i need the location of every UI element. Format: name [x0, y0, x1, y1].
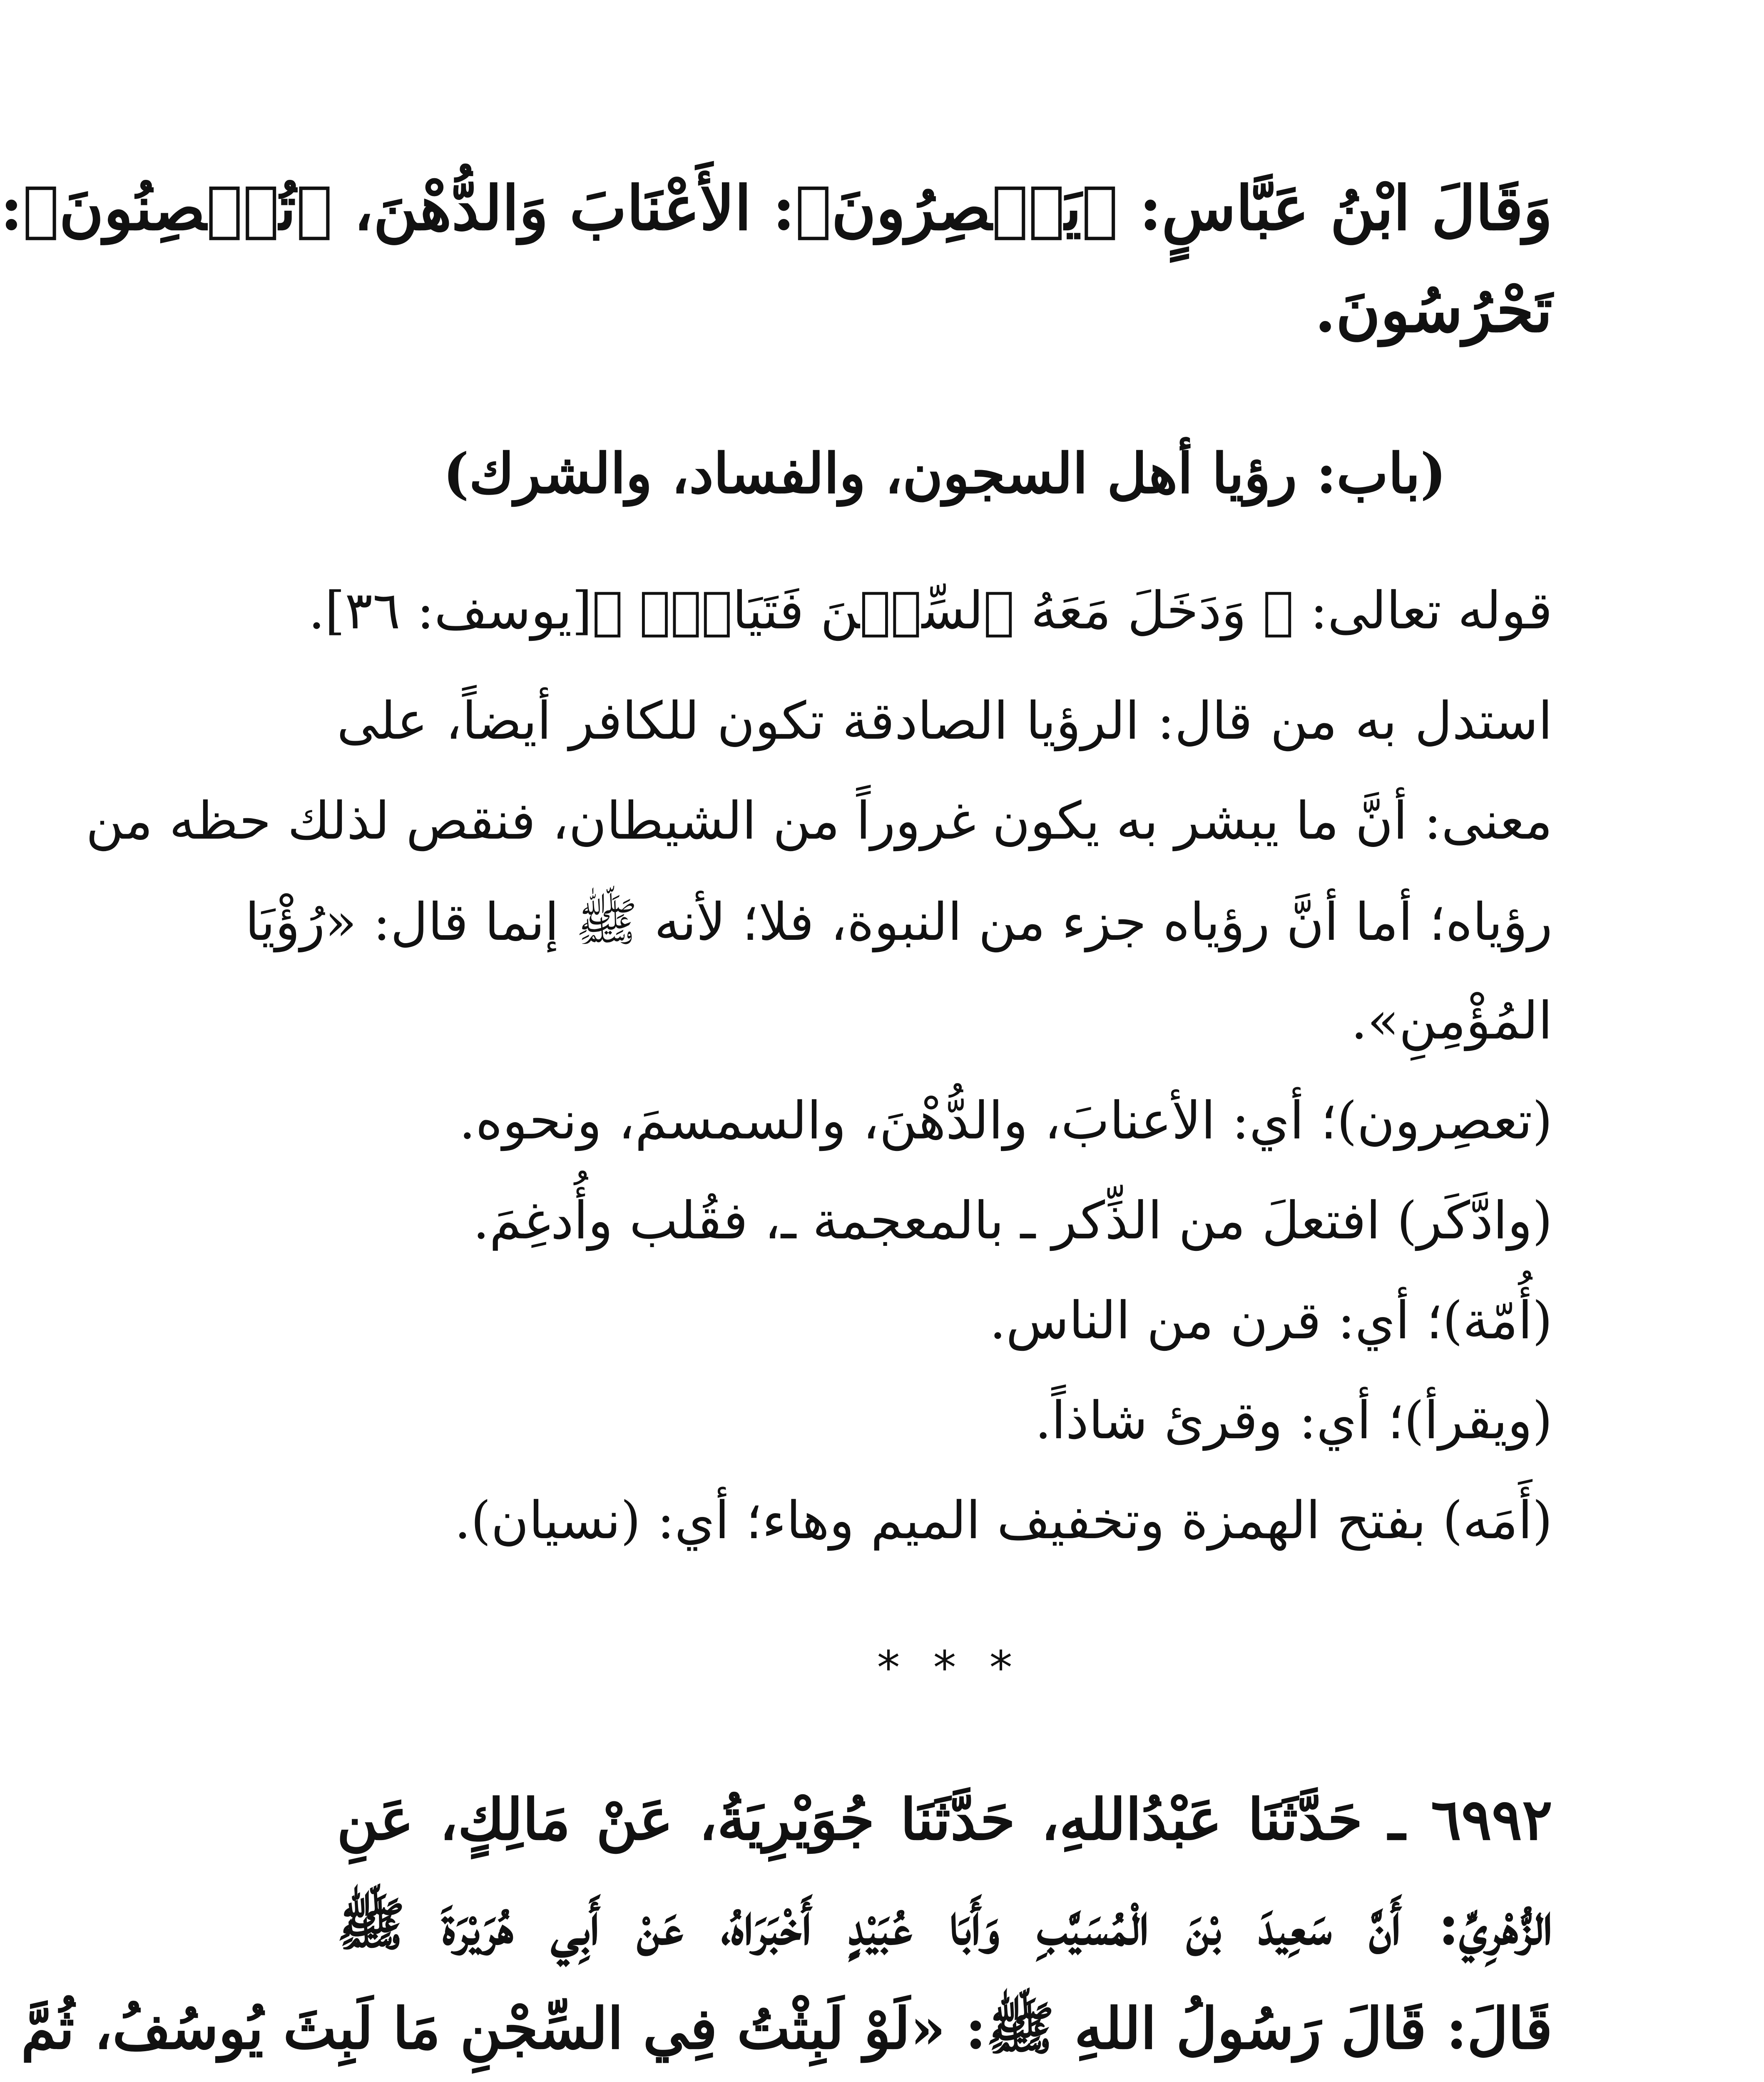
- commentary-paragraph-line: معنى: أنَّ ما يبشر به يكون غروراً من الشيطان، فنقص لذلك حظه من: [86, 791, 1553, 851]
- hadith-line: ٦٩٩٢ ـ حَدَّثَنَا عَبْدُاللهِ، حَدَّثَنَا جُوَيْرِيَةُ، عَنْ مَالِكٍ، عَنِ: [337, 1786, 1553, 1853]
- gloss-line: (أَمَه) بفتح الهمزة وتخفيف الميم وهاء؛ أي: (نسيان).: [454, 1491, 1553, 1551]
- gloss-line: (وادَّكَر) افتعلَ من الذِّكر ـ بالمعجمة ـ، فقُلب وأُدغِمَ.: [473, 1191, 1553, 1251]
- separator-star: *: [877, 1641, 900, 1694]
- commentary-paragraph-line: استدل به من قال: الرؤيا الصادقة تكون للكافر أيضاً، على: [337, 691, 1553, 751]
- gloss-line: (ويقرأ)؛ أي: وقرئ شاذاً.: [1035, 1391, 1553, 1451]
- hadith-line: الزُّهْرِيِّ: أَنَّ سَعِيدَ بْنَ الْمُسَيَّبِ وَأَبَا عُبَيْدٍ أَخْبَرَاهُ، عَنْ أَبِي هُرَيْرَةَ ﷺ: [337, 1891, 1553, 1958]
- commentary-verse-line: قوله تعالى: ﴿ وَدَخَلَ مَعَهُ ٱلسِّجۡنَ فَتَيَانِۖ ﴾[يوسف: ٣٦].: [308, 581, 1553, 641]
- commentary-paragraph-line: المُؤْمِنِ».: [1351, 991, 1553, 1051]
- hadith-line: قَالَ: قَالَ رَسُولُ اللهِ ﷺ: «لَوْ لَبِثْتُ فِي السِّجْنِ مَا لَبِثَ يُوسُفُ، ثُمَّ: [21, 1995, 1553, 2062]
- intro-line-1: وَقَالَ ابْنُ عَبَّاسٍ: ﴿يَعۡصِرُونَ﴾: الأَعْنَابَ وَالدُّهْنَ، ﴿تُحۡصِنُونَ﴾:: [0, 173, 1553, 244]
- intro-line-2: تَحْرُسُونَ.: [1314, 275, 1553, 346]
- gloss-line: (تعصِرون)؛ أي: الأعنابَ، والدُّهْنَ، والسمسمَ، ونحوه.: [459, 1091, 1553, 1151]
- separator-star: *: [989, 1641, 1013, 1694]
- chapter-heading: (باب: رؤيا أهل السجون، والفساد، والشرك): [443, 441, 1446, 506]
- section-separator: [125, 1641, 1764, 1694]
- commentary-paragraph-line: رؤياه؛ أما أنَّ رؤياه جزء من النبوة، فلا؛ لأنه ﷺ إنما قال: «رُؤْيَا: [245, 892, 1553, 952]
- separator-star: *: [933, 1641, 956, 1694]
- gloss-line: (أُمّة)؛ أي: قرن من الناس.: [989, 1291, 1553, 1351]
